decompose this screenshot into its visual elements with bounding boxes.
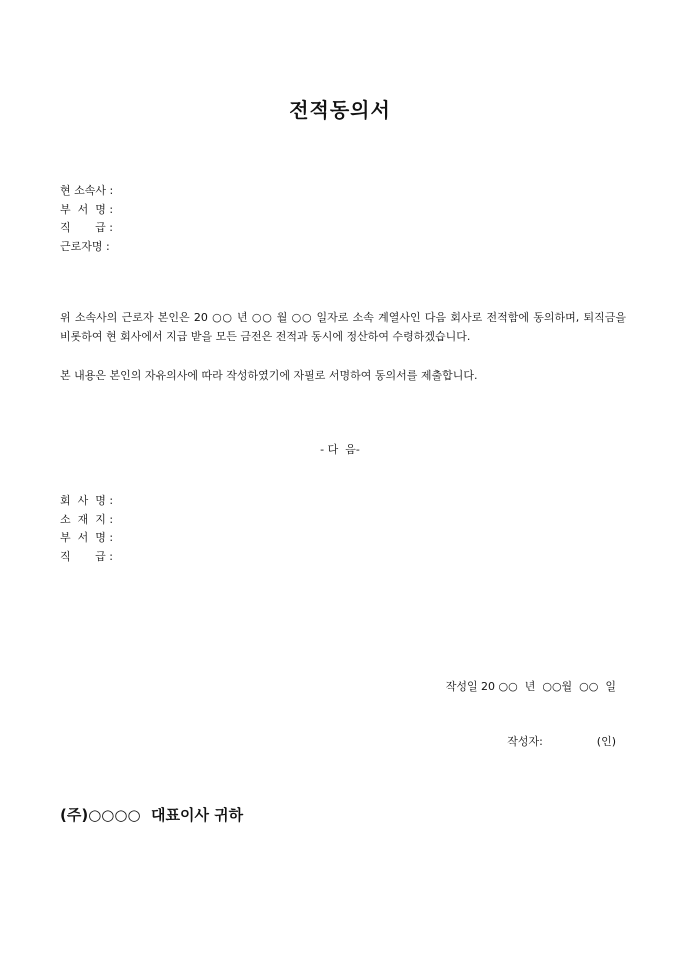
new-department-field — [60, 529, 113, 548]
current-rank-label: 직 급 : — [60, 221, 113, 234]
new-company-name-field — [60, 492, 113, 511]
recipient-line: (주)○○○○ 대표이사 귀하 — [60, 806, 244, 824]
date-line: 작성일 20 ○○ 년 ○○월 ○○ 일 — [445, 680, 616, 693]
author-label: 작성자: — [507, 735, 543, 748]
new-rank-field — [60, 548, 113, 567]
new-rank-label: 직 급 : — [60, 549, 113, 563]
employee-name-label: 근로자명 : — [60, 239, 110, 253]
declaration-paragraph: 본 내용은 본인의 자유의사에 따라 작성하였기에 자필로 서명하여 동의서를 제출합니다. — [60, 369, 478, 382]
consent-paragraph: 위 소속사의 근로자 본인은 20 ○○ 년 ○○ 월 ○○ 일자로 소속 계열사인 다음 회사로 전적함에 동의하며, 퇴직금을 비롯하여 현 회사에서 지급 받을 모든 금전은 전적과 동시에 정산하여 수령하겠습니다. — [60, 311, 626, 343]
current-department-field — [60, 201, 113, 220]
current-company-label: 현 소속사 : — [60, 184, 114, 197]
new-company-name-label: 회 사 명 : — [60, 494, 114, 507]
current-company-field — [60, 182, 113, 201]
current-department-label: 부 서 명 : — [60, 202, 114, 216]
signature-space — [543, 733, 597, 749]
new-company-location-label: 소 재 지 : — [60, 512, 114, 526]
document-title: 전적동의서 — [289, 98, 391, 122]
seal-mark: (인) — [596, 735, 616, 748]
next-heading: - 다 음- — [320, 443, 360, 456]
employee-name-field — [60, 238, 113, 257]
current-company-fields — [60, 182, 113, 256]
current-rank-field — [60, 219, 113, 238]
new-department-label: 부 서 명 : — [60, 531, 114, 544]
new-company-location-field — [60, 511, 113, 530]
author-line — [507, 733, 616, 749]
new-company-fields — [60, 492, 113, 566]
